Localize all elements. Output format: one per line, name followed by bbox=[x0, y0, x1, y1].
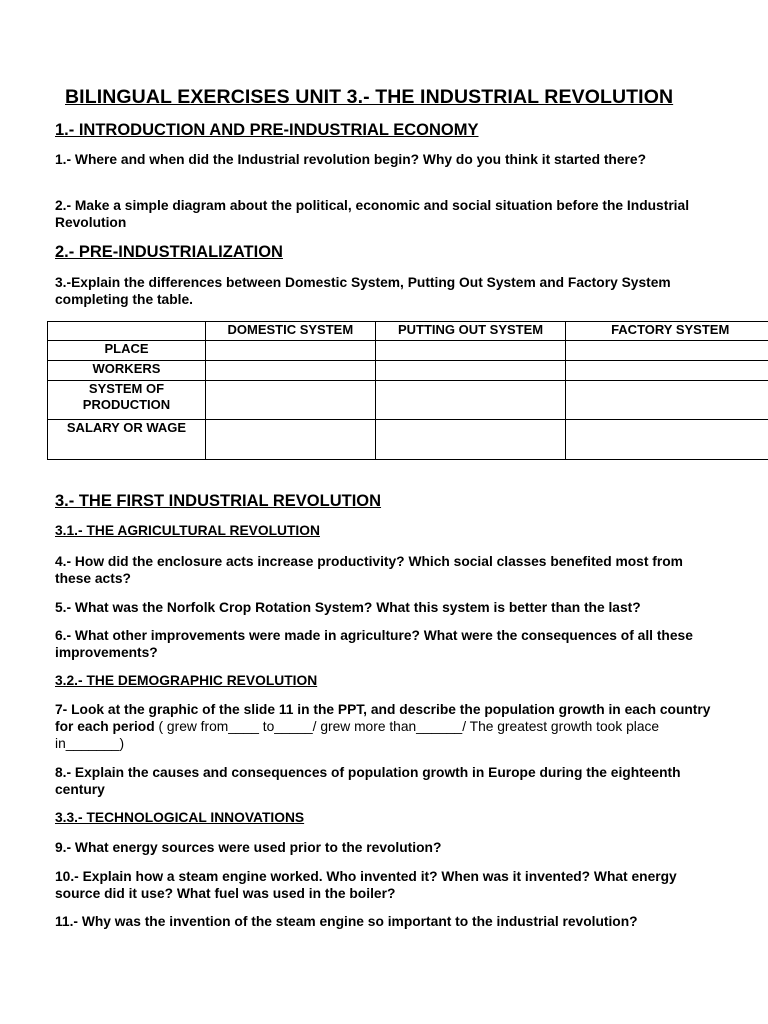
question-5: 5.- What was the Norfolk Crop Rotation System? What this system is better than the last? bbox=[55, 600, 641, 615]
row-label: PLACE bbox=[48, 341, 206, 361]
question-7-prompt: ( grew from____ to_____/ grew more than______/ The greatest growth took place in_______) bbox=[55, 719, 660, 751]
table-cell[interactable] bbox=[566, 341, 768, 361]
subsection-3-3-heading: 3.3.- TECHNOLOGICAL INNOVATIONS bbox=[55, 810, 305, 825]
question-1: 1.- Where and when did the Industrial revolution begin? Why do you think it started there? bbox=[55, 152, 646, 167]
table-row bbox=[48, 420, 768, 460]
row-label: WORKERS bbox=[48, 361, 206, 381]
table-cell[interactable] bbox=[205, 381, 375, 420]
table-header-cell: PUTTING OUT SYSTEM bbox=[375, 322, 566, 341]
question-8: 8.- Explain the causes and consequences of population growth in Europe during the eighteenth century bbox=[55, 765, 681, 797]
table-cell[interactable] bbox=[375, 361, 566, 381]
table-header-row bbox=[48, 322, 768, 341]
table-header-cell bbox=[48, 322, 206, 341]
section-2-heading: 2.- PRE-INDUSTRIALIZATION bbox=[55, 243, 283, 261]
table-cell[interactable] bbox=[566, 381, 768, 420]
question-3: 3.-Explain the differences between Domestic System, Putting Out System and Factory System completing the table. bbox=[55, 275, 671, 307]
question-7 bbox=[55, 701, 720, 752]
table-cell[interactable] bbox=[375, 341, 566, 361]
table-cell[interactable] bbox=[205, 420, 375, 460]
table-row bbox=[48, 381, 768, 420]
table-cell[interactable] bbox=[205, 361, 375, 381]
row-label: SYSTEM OF PRODUCTION bbox=[48, 381, 206, 420]
table-cell[interactable] bbox=[375, 420, 566, 460]
subsection-3-2-heading: 3.2.- THE DEMOGRAPHIC REVOLUTION bbox=[55, 673, 318, 688]
table-cell[interactable] bbox=[566, 420, 768, 460]
table-cell[interactable] bbox=[375, 381, 566, 420]
question-11: 11.- Why was the invention of the steam engine so important to the industrial revolution? bbox=[55, 914, 638, 929]
subsection-3-1-heading: 3.1.- THE AGRICULTURAL REVOLUTION bbox=[55, 523, 320, 538]
question-7-bold: 7- Look at the graphic of the slide 11 in the PPT, and describe the population growth in each country for each period bbox=[55, 702, 711, 734]
table-cell[interactable] bbox=[566, 361, 768, 381]
section-1-heading: 1.- INTRODUCTION AND PRE-INDUSTRIAL ECONOMY bbox=[55, 121, 479, 139]
question-2: 2.- Make a simple diagram about the political, economic and social situation before the Industrial Revolution bbox=[55, 198, 690, 230]
systems-table bbox=[47, 321, 768, 460]
question-9: 9.- What energy sources were used prior to the revolution? bbox=[55, 840, 442, 855]
table-cell[interactable] bbox=[205, 341, 375, 361]
question-10: 10.- Explain how a steam engine worked. Who invented it? When was it invented? What energy source did it use? What fuel was used in the boiler? bbox=[55, 869, 677, 901]
document-title: BILINGUAL EXERCISES UNIT 3.- THE INDUSTRIAL REVOLUTION bbox=[65, 86, 674, 108]
table-header-cell: DOMESTIC SYSTEM bbox=[205, 322, 375, 341]
section-3-heading: 3.- THE FIRST INDUSTRIAL REVOLUTION bbox=[55, 492, 382, 510]
table-row bbox=[48, 361, 768, 381]
table-row bbox=[48, 341, 768, 361]
question-6: 6.- What other improvements were made in agriculture? What were the consequences of all these improvements? bbox=[55, 628, 693, 660]
table-header-cell: FACTORY SYSTEM bbox=[566, 322, 768, 341]
row-label: SALARY OR WAGE bbox=[48, 420, 206, 460]
question-4: 4.- How did the enclosure acts increase productivity? Which social classes benefited most from these acts? bbox=[55, 554, 683, 586]
